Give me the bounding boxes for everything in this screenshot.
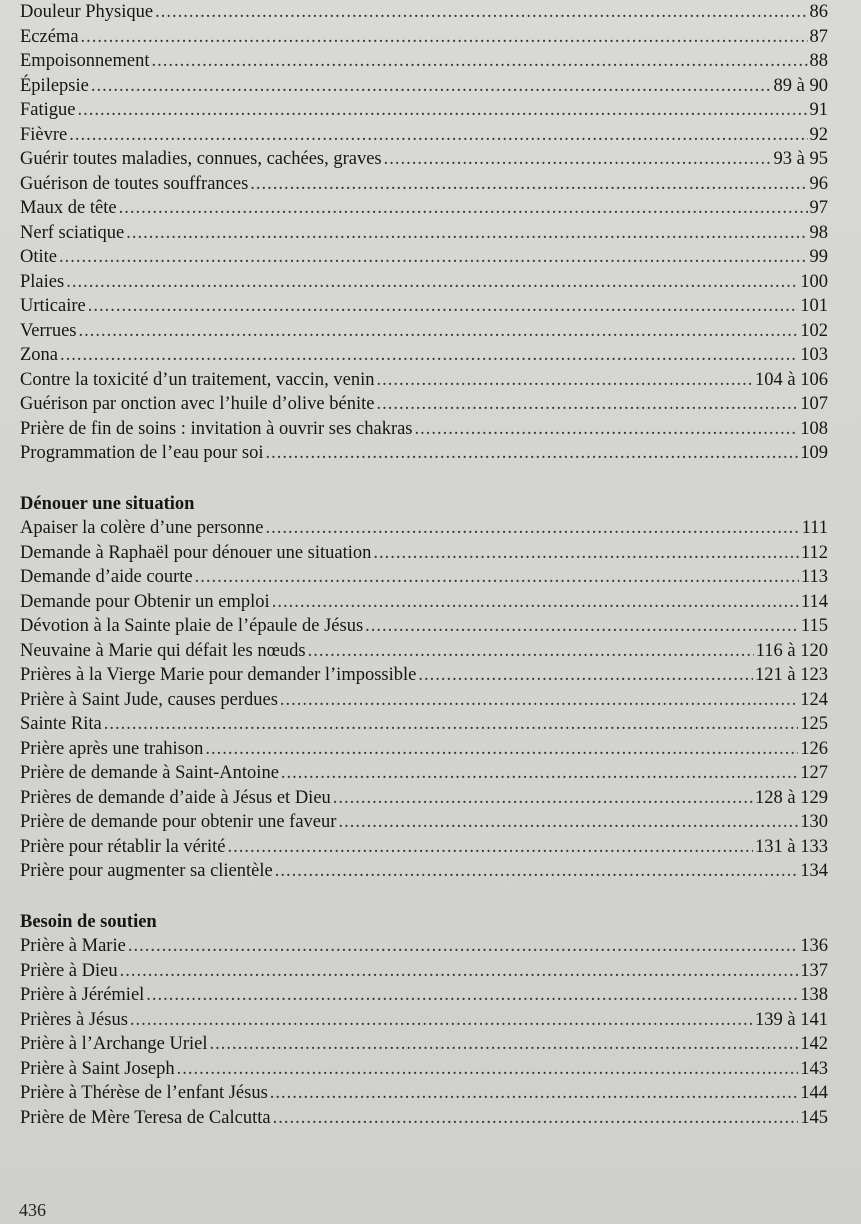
entry-title: Guérison de toutes souffrances bbox=[20, 173, 249, 194]
entry-page-number: 111 bbox=[801, 518, 828, 538]
entry-page-number: 131 à 133 bbox=[755, 836, 828, 857]
dot-leader bbox=[59, 245, 808, 270]
toc-entry bbox=[20, 0, 828, 25]
toc-entry bbox=[20, 959, 828, 984]
entry-title: Otite bbox=[20, 247, 57, 267]
dot-leader bbox=[69, 123, 807, 148]
entry-title: Prière après une trahison bbox=[20, 738, 204, 759]
dot-leader bbox=[128, 934, 798, 959]
entry-page-number: 128 à 129 bbox=[755, 787, 828, 808]
toc-entry bbox=[20, 245, 828, 270]
entry-title: Prière à Dieu bbox=[20, 960, 118, 981]
entry-title: Prière pour rétablir la vérité bbox=[20, 836, 226, 857]
entry-page-number: 144 bbox=[800, 1083, 828, 1103]
entry-page-number: 103 bbox=[800, 345, 828, 365]
toc-entry bbox=[20, 639, 828, 664]
entry-page-number: 92 bbox=[809, 124, 828, 145]
dot-leader bbox=[270, 1081, 798, 1106]
entry-page-number: 97 bbox=[809, 198, 828, 218]
entry-page-number: 104 à 106 bbox=[755, 369, 828, 390]
dot-leader bbox=[81, 25, 808, 50]
entry-page-number: 113 bbox=[800, 567, 828, 587]
entry-title: Programmation de l’eau pour soi bbox=[20, 443, 264, 463]
entry-title: Guérison par onction avec l’huile d’olive bénite bbox=[20, 394, 375, 414]
entry-page-number: 142 bbox=[800, 1034, 828, 1054]
entry-page-number: 121 à 123 bbox=[755, 665, 828, 685]
entry-page-number: 139 à 141 bbox=[755, 1009, 828, 1030]
toc-entry bbox=[20, 737, 828, 762]
toc-entry bbox=[20, 1057, 828, 1082]
entry-page-number: 136 bbox=[800, 936, 828, 956]
entry-page-number: 116 à 120 bbox=[755, 640, 828, 661]
entry-title: Fièvre bbox=[20, 124, 68, 145]
dot-leader bbox=[272, 590, 799, 615]
toc-entry bbox=[20, 688, 828, 713]
dot-leader bbox=[91, 74, 772, 99]
toc-entry bbox=[20, 196, 828, 221]
toc-entry bbox=[20, 368, 828, 393]
dot-leader bbox=[146, 983, 798, 1008]
toc-entry bbox=[20, 1008, 828, 1033]
entry-title: Maux de tête bbox=[20, 198, 117, 218]
toc-entry bbox=[20, 441, 828, 466]
section-heading: Dénouer une situation bbox=[20, 493, 195, 514]
dot-leader bbox=[126, 221, 807, 246]
dot-leader bbox=[195, 565, 799, 590]
dot-leader bbox=[119, 196, 808, 221]
entry-page-number: 112 bbox=[800, 542, 828, 563]
dot-leader bbox=[376, 392, 798, 417]
dot-leader bbox=[333, 786, 753, 811]
entry-page-number: 143 bbox=[800, 1058, 828, 1079]
entry-title: Prières à Jésus bbox=[20, 1009, 128, 1030]
entry-title: Prière à Saint Jude, causes perdues bbox=[20, 689, 278, 710]
dot-leader bbox=[155, 0, 807, 25]
entry-page-number: 124 bbox=[800, 689, 828, 710]
toc-entry bbox=[20, 343, 828, 368]
entry-title: Apaiser la colère d’une personne bbox=[20, 518, 264, 538]
entry-page-number: 125 bbox=[800, 714, 828, 734]
dot-leader bbox=[104, 712, 799, 737]
entry-title: Douleur Physique bbox=[20, 2, 154, 22]
page-number: 436 bbox=[19, 1200, 46, 1220]
entry-page-number: 114 bbox=[800, 591, 828, 612]
entry-title: Demande pour Obtenir un emploi bbox=[20, 591, 270, 612]
toc-entry bbox=[20, 516, 828, 541]
toc-entry bbox=[20, 392, 828, 417]
toc-entry bbox=[20, 565, 828, 590]
dot-leader bbox=[250, 172, 807, 197]
toc-entry bbox=[20, 934, 828, 959]
entry-page-number: 107 bbox=[800, 394, 828, 414]
entry-title: Prière de demande à Saint-Antoine bbox=[20, 763, 279, 783]
entry-page-number: 108 bbox=[800, 418, 828, 439]
dot-leader bbox=[384, 147, 772, 172]
dot-leader bbox=[373, 541, 799, 566]
dot-leader bbox=[281, 761, 798, 786]
dot-leader bbox=[130, 1008, 753, 1033]
toc-body bbox=[20, 0, 828, 1130]
dot-leader bbox=[205, 737, 798, 762]
entry-page-number: 127 bbox=[800, 763, 828, 783]
entry-page-number: 115 bbox=[800, 616, 828, 636]
entry-title: Prière de Mère Teresa de Calcutta bbox=[20, 1107, 271, 1128]
dot-leader bbox=[60, 343, 798, 368]
entry-page-number: 109 bbox=[800, 443, 828, 463]
entry-title: Prière de demande pour obtenir une faveur bbox=[20, 812, 337, 832]
entry-title: Demande d’aide courte bbox=[20, 567, 193, 587]
entry-page-number: 102 bbox=[800, 320, 828, 341]
dot-leader bbox=[275, 859, 799, 884]
entry-page-number: 98 bbox=[809, 222, 828, 243]
entry-title: Fatigue bbox=[20, 100, 76, 120]
dot-leader bbox=[266, 441, 799, 466]
dot-leader bbox=[338, 810, 798, 835]
toc-entry bbox=[20, 786, 828, 811]
entry-title: Urticaire bbox=[20, 296, 86, 316]
entry-title: Prière à Thérèse de l’enfant Jésus bbox=[20, 1083, 268, 1103]
toc-entry bbox=[20, 541, 828, 566]
toc-entry bbox=[20, 712, 828, 737]
entry-page-number: 145 bbox=[800, 1107, 828, 1128]
entry-title: Verrues bbox=[20, 320, 77, 341]
entry-title: Prière de fin de soins : invitation à ouvrir ses chakras bbox=[20, 418, 413, 439]
dot-leader bbox=[265, 516, 799, 541]
entry-title: Eczéma bbox=[20, 26, 79, 47]
toc-entry bbox=[20, 221, 828, 246]
toc-entry bbox=[20, 294, 828, 319]
entry-page-number: 91 bbox=[809, 100, 828, 120]
entry-title: Guérir toutes maladies, connues, cachées, graves bbox=[20, 149, 382, 169]
dot-leader bbox=[280, 688, 798, 713]
entry-title: Dévotion à la Sainte plaie de l’épaule de Jésus bbox=[20, 616, 364, 636]
dot-leader bbox=[209, 1032, 798, 1057]
entry-page-number: 137 bbox=[800, 960, 828, 981]
toc-entry bbox=[20, 1106, 828, 1131]
dot-leader bbox=[177, 1057, 799, 1082]
entry-title: Demande à Raphaël pour dénouer une situation bbox=[20, 542, 372, 563]
entry-title: Empoisonnement bbox=[20, 51, 150, 71]
toc-entry bbox=[20, 983, 828, 1008]
entry-title: Sainte Rita bbox=[20, 714, 102, 734]
toc-entry bbox=[20, 270, 828, 295]
toc-entry bbox=[20, 417, 828, 442]
entry-page-number: 130 bbox=[800, 812, 828, 832]
dot-leader bbox=[308, 639, 754, 664]
toc-entry bbox=[20, 319, 828, 344]
dot-leader bbox=[418, 663, 753, 688]
toc-entry bbox=[20, 663, 828, 688]
entry-page-number: 138 bbox=[800, 985, 828, 1005]
entry-page-number: 99 bbox=[809, 247, 828, 267]
entry-page-number: 88 bbox=[809, 51, 828, 71]
toc-entry bbox=[20, 1032, 828, 1057]
entry-page-number: 100 bbox=[800, 271, 828, 292]
entry-title: Neuvaine à Marie qui défait les nœuds bbox=[20, 640, 306, 661]
entry-page-number: 89 à 90 bbox=[773, 75, 828, 96]
toc-entry bbox=[20, 49, 828, 74]
toc-entry bbox=[20, 123, 828, 148]
toc-entry bbox=[20, 810, 828, 835]
dot-leader bbox=[78, 98, 808, 123]
dot-leader bbox=[151, 49, 807, 74]
entry-title: Prières à la Vierge Marie pour demander l’impossible bbox=[20, 665, 417, 685]
entry-title: Épilepsie bbox=[20, 75, 89, 96]
toc-entry bbox=[20, 172, 828, 197]
dot-leader bbox=[227, 835, 753, 860]
entry-title: Nerf sciatique bbox=[20, 222, 125, 243]
dot-leader bbox=[120, 959, 799, 984]
dot-leader bbox=[415, 417, 799, 442]
dot-leader bbox=[79, 319, 799, 344]
toc-entry bbox=[20, 74, 828, 99]
dot-leader bbox=[88, 294, 799, 319]
dot-leader bbox=[273, 1106, 799, 1131]
dot-leader bbox=[376, 368, 753, 393]
entry-page-number: 93 à 95 bbox=[773, 149, 828, 169]
entry-page-number: 134 bbox=[800, 861, 828, 881]
entry-page-number: 86 bbox=[809, 2, 828, 22]
entry-page-number: 101 bbox=[800, 296, 828, 316]
table-of-contents bbox=[20, 0, 828, 1130]
entry-title: Zona bbox=[20, 345, 59, 365]
entry-page-number: 96 bbox=[809, 173, 828, 194]
section-heading: Besoin de soutien bbox=[20, 911, 157, 932]
entry-title: Prière à Jérémiel bbox=[20, 985, 145, 1005]
entry-title: Prière à Marie bbox=[20, 936, 126, 956]
entry-title: Contre la toxicité d’un traitement, vaccin, venin bbox=[20, 369, 375, 390]
dot-leader bbox=[365, 614, 799, 639]
entry-page-number: 126 bbox=[800, 738, 828, 759]
entry-title: Prière pour augmenter sa clientèle bbox=[20, 861, 273, 881]
toc-entry bbox=[20, 761, 828, 786]
entry-title: Prière à Saint Joseph bbox=[20, 1058, 175, 1079]
toc-entry bbox=[20, 859, 828, 884]
entry-title: Prière à l’Archange Uriel bbox=[20, 1034, 208, 1054]
dot-leader bbox=[66, 270, 798, 295]
toc-entry bbox=[20, 1081, 828, 1106]
toc-entry bbox=[20, 614, 828, 639]
toc-entry bbox=[20, 147, 828, 172]
entry-page-number: 87 bbox=[809, 26, 828, 47]
toc-entry bbox=[20, 98, 828, 123]
entry-title: Plaies bbox=[20, 271, 65, 292]
entry-title: Prières de demande d’aide à Jésus et Dieu bbox=[20, 787, 331, 808]
toc-entry bbox=[20, 835, 828, 860]
toc-entry bbox=[20, 25, 828, 50]
toc-entry bbox=[20, 590, 828, 615]
